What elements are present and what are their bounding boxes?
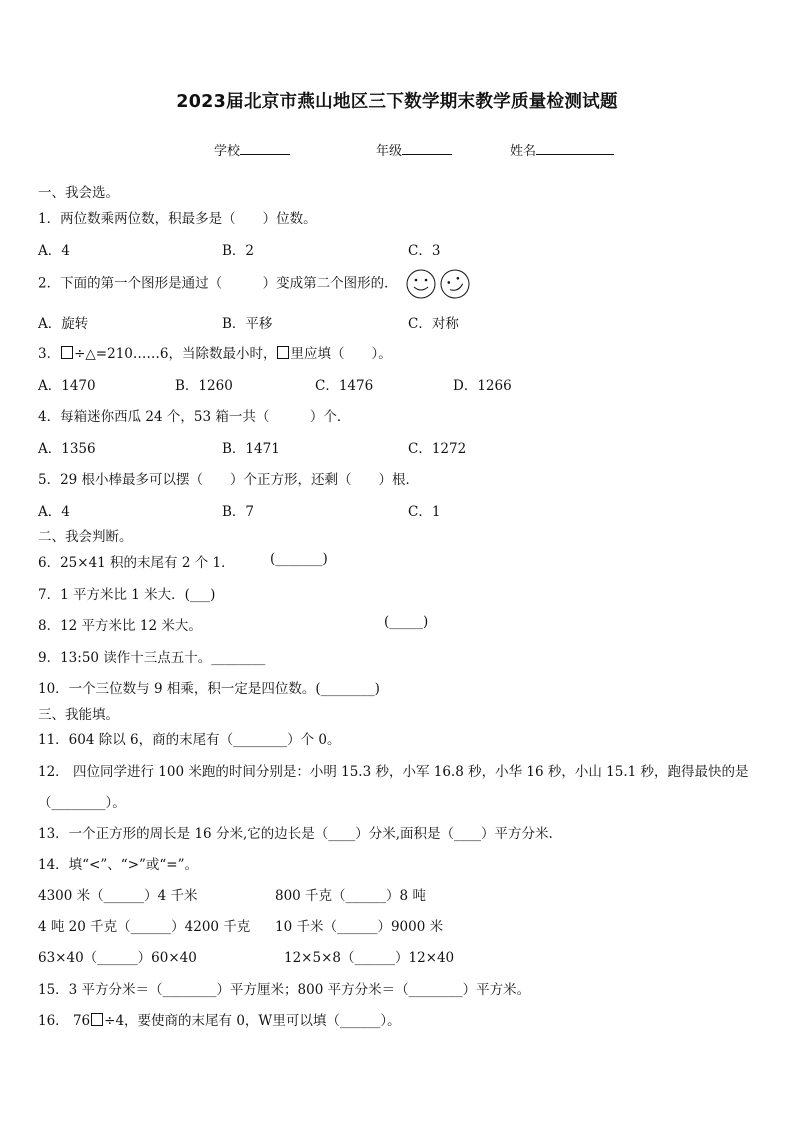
square-box-icon: [277, 346, 289, 359]
question-3: [38, 342, 392, 362]
question-11: 11．604 除以 6，商的末尾有（________）个 0。: [38, 732, 341, 748]
grade-label: 年级: [376, 144, 403, 159]
question-15: 15．3 平方分米＝（________）平方厘米；800 平方分米＝（________）平方米。: [38, 982, 531, 998]
q14-item: 10 千米（______）9000 米: [275, 919, 444, 935]
question-13: 13．一个正方形的周长是 16 分米,它的边长是（____）分米,面积是（____）平方分米.: [38, 826, 553, 842]
question-12: 12． 四位同学进行 100 米跑的时间分别是：小明 15.3 秒，小军 16.8 秒，小华 16 秒，小山 15.1 秒，跑得最快的是: [38, 764, 749, 780]
q2-option-c: C．对称: [408, 316, 459, 332]
q4-option-c: C．1272: [408, 441, 467, 457]
smiley-faces-icon: [406, 268, 472, 300]
name-blank: [536, 140, 614, 155]
q3-option-d: D．1266: [453, 378, 512, 394]
q4-option-a: A．1356: [38, 441, 96, 457]
q14-item: 12×5×8（______）12×40: [284, 950, 455, 966]
q6-answer-blank: (_______): [270, 551, 328, 567]
q14-item: 800 千克（______）8 吨: [275, 888, 426, 904]
q1-option-b: B．2: [222, 243, 255, 259]
q14-item: 63×40（______）60×40: [38, 950, 197, 966]
grade-field: [376, 140, 452, 159]
section-heading-3: 三、我能填。: [38, 707, 119, 723]
square-box-icon: [91, 1013, 103, 1026]
q3-text: ÷△=210……6，当除数最小时，: [74, 346, 277, 362]
question-14: 14．填“<”、“>”或“=”。: [38, 857, 199, 873]
question-4: 4．每箱迷你西瓜 24 个，53 箱一共（ ）个．: [38, 409, 351, 425]
q8-answer-blank: (_____): [384, 614, 429, 630]
q14-item: 4 吨 20 千克（______）4200 千克: [38, 919, 251, 935]
question-2: [38, 268, 472, 300]
question-9: 9．13:50 读作十三点五十。________: [38, 650, 266, 666]
q5-option-a: A．4: [38, 504, 70, 520]
question-6: 6．25×41 积的末尾有 2 个 1．: [38, 555, 235, 571]
section-heading-2: 二、我会判断。: [38, 529, 133, 545]
q5-option-b: B．7: [222, 504, 255, 520]
school-field: [214, 140, 290, 159]
q3-option-b: B．1260: [175, 378, 233, 394]
q2-option-b: B．平移: [222, 316, 273, 332]
q16-prefix: 16． 76: [38, 1013, 91, 1029]
question-16: [38, 1009, 401, 1029]
q3-option-c: C．1476: [315, 378, 374, 394]
q3-suffix: 里应填（ ）。: [290, 346, 392, 362]
school-label: 学校: [214, 144, 241, 159]
question-1: 1．两位数乘两位数，积最多是（ ）位数。: [38, 211, 317, 227]
school-blank: [240, 140, 290, 155]
q2-option-a: A．旋转: [38, 316, 89, 332]
name-label: 姓名: [510, 144, 537, 159]
question-7: 7．1 平方米比 1 米大．(___): [38, 587, 216, 603]
q5-option-c: C．1: [408, 504, 441, 520]
square-box-icon: [61, 346, 73, 359]
q16-text: ÷4，要使商的末尾有 0，W里可以填（______）。: [104, 1013, 401, 1029]
q1-option-a: A．4: [38, 243, 70, 259]
section-heading-1: 一、我会选。: [38, 185, 119, 201]
grade-blank: [402, 140, 452, 155]
question-5: 5．29 根小棒最多可以摆（ ）个正方形，还剩（ ）根．: [38, 472, 420, 488]
question-12-continuation: （________）。: [38, 795, 126, 811]
q3-option-a: A．1470: [38, 378, 96, 394]
question-10: 10．一个三位数与 9 相乘，积一定是四位数。(________): [38, 681, 380, 697]
q4-option-b: B．1471: [222, 441, 280, 457]
name-field: [510, 140, 614, 159]
question-8: 8．12 平方米比 12 米大。: [38, 618, 202, 634]
page-title: 2023届北京市燕山地区三下数学期末教学质量检测试题: [176, 92, 618, 112]
q2-text: 2．下面的第一个图形是通过（ ）变成第二个图形的．: [38, 275, 398, 292]
q14-item: 4300 米（______）4 千米: [38, 888, 198, 904]
q1-option-c: C．3: [408, 243, 441, 259]
q3-prefix: 3．: [38, 346, 61, 362]
